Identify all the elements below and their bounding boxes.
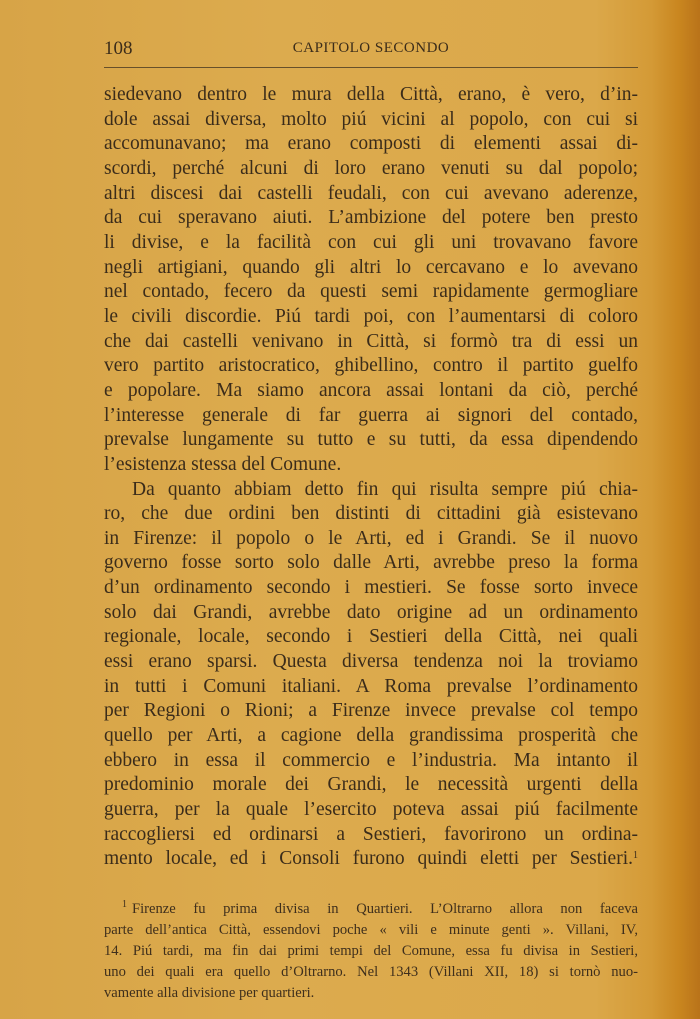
- body-line: [104, 551, 638, 576]
- body-line: [104, 305, 638, 330]
- body-line-text: d’un ordinamento secondo i mestieri. Se fosse sorto invece: [104, 577, 638, 599]
- footnote-text: 14. Piú tardi, ma fin dai primi tempi del Comune, essa fu divisa in Sestieri,: [104, 943, 638, 959]
- body-line-text: l’interesse generale di far guerra ai signori del contado,: [104, 404, 638, 426]
- body-line: [104, 280, 638, 305]
- body-line: [104, 182, 638, 207]
- body-line: [104, 749, 638, 774]
- body-line: [104, 823, 638, 848]
- body-line-text: li divise, e la facilità con cui gli uni trovavano favore: [104, 231, 638, 253]
- body-line-text: prevalse lungamente su tutto e su tutti, da essa dipendendo: [104, 429, 638, 451]
- body-line-text: l’esistenza stessa del Comune.: [104, 453, 342, 475]
- body-line: [104, 453, 638, 478]
- body-line-text: regionale, locale, secondo i Sestieri della Città, nei quali: [104, 626, 638, 648]
- body-line-text: e popolare. Ma siamo ancora assai lontani da ciò, perché: [104, 379, 638, 401]
- footnote-line: [104, 941, 638, 962]
- body-line-text: dole assai diversa, molto piú vicini al popolo, con cui si: [104, 108, 638, 130]
- body-line-text: in tutti i Comuni italiani. A Roma prevalse l’ordinamento: [104, 675, 638, 697]
- body-line-text: le civili discordie. Piú tardi poi, con l’aumentarsi di coloro: [104, 305, 638, 327]
- body-line: [104, 379, 638, 404]
- footnotes: [104, 899, 638, 1004]
- footnote-line: [104, 983, 638, 1004]
- body-line: [104, 256, 638, 281]
- body-line-text: scordi, perché alcuni di loro erano venuti su dal popolo;: [104, 157, 638, 179]
- body-line-text: guerra, per la quale l’esercito poteva assai piú facilmente: [104, 799, 638, 821]
- body-line-text: governo fosse sorto solo dalle Arti, avrebbe preso la forma: [104, 552, 638, 574]
- body-line-text: vero partito aristocratico, ghibellino, contro il partito guelfo: [104, 355, 638, 377]
- body-line-text: altri discesi dai castelli feudali, con cui avevano aderenze,: [104, 182, 638, 204]
- body-line: [104, 231, 638, 256]
- body-line-text: Da quanto abbiam detto fin qui risulta sempre piú chia-: [132, 478, 638, 500]
- footnote-line: [104, 899, 638, 920]
- body-line: [104, 576, 638, 601]
- body-text: [104, 83, 638, 872]
- body-line-text: ro, che due ordini ben distinti di cittadini già esistevano: [104, 503, 638, 525]
- body-line: [104, 132, 638, 157]
- body-line-text: che dai castelli venivano in Città, si formò tra di essi un: [104, 330, 638, 352]
- body-line: [104, 330, 638, 355]
- header-rule: [104, 67, 638, 68]
- body-line: [104, 83, 638, 108]
- footnote-text: Firenze fu prima divisa in Quartieri. L’Oltrarno allora non faceva: [132, 901, 638, 917]
- body-line-text: solo dai Grandi, avrebbe dato origine ad un ordinamento: [104, 601, 638, 623]
- body-line-text: negli artigiani, quando gli altri lo cercavano e lo avevano: [104, 256, 638, 278]
- body-line-text: raccogliersi ed ordinarsi a Sestieri, favorirono un ordina-: [104, 823, 638, 845]
- page-header: [104, 38, 638, 62]
- footnote-reference: 1: [633, 850, 638, 862]
- body-line-text: essi erano sparsi. Questa diversa tendenza noi la troviamo: [104, 651, 638, 673]
- body-line-text: da cui speravano aiuti. L’ambizione del potere ben presto: [104, 207, 638, 229]
- body-line: [104, 724, 638, 749]
- body-line: [104, 502, 638, 527]
- body-line-text: nel contado, fecero da questi semi rapidamente germogliare: [104, 281, 638, 303]
- body-line-text: accomunavano; ma erano composti di elementi assai di-: [104, 133, 638, 155]
- footnote-line: [104, 920, 638, 941]
- body-line: [104, 847, 638, 872]
- body-line: [104, 675, 638, 700]
- body-line: [104, 354, 638, 379]
- body-line: [104, 798, 638, 823]
- body-line: [104, 478, 638, 503]
- body-line-text: per Regioni o Rioni; a Firenze invece prevalse col tempo: [104, 700, 638, 722]
- body-line: [104, 527, 638, 552]
- body-line: [104, 108, 638, 133]
- page-number: 108: [104, 38, 133, 59]
- body-line-text: ebbero in essa il commercio e l’industria. Ma intanto il: [104, 749, 638, 771]
- body-line-text: quello per Arti, a cagione della grandissima prosperità che: [104, 725, 638, 747]
- body-line: [104, 699, 638, 724]
- body-line-text: siedevano dentro le mura della Città, erano, è vero, d’in-: [104, 84, 638, 105]
- footnote-marker: 1: [122, 899, 127, 910]
- body-line: [104, 601, 638, 626]
- body-line: [104, 157, 638, 182]
- footnote-text: vamente alla divisione per quartieri.: [104, 985, 315, 1001]
- body-line-text: mento locale, ed i Consoli furono quindi eletti per Sestieri.: [104, 848, 633, 870]
- body-line: [104, 650, 638, 675]
- footnote-line: [104, 962, 638, 983]
- body-line-text: predominio morale dei Grandi, le necessità urgenti della: [104, 774, 638, 796]
- body-line: [104, 404, 638, 429]
- body-line-text: in Firenze: il popolo o le Arti, ed i Grandi. Se il nuovo: [104, 527, 638, 549]
- footnote-text: parte dell’antica Città, essendovi poche « vili e minute genti ». Villani, IV,: [104, 922, 638, 938]
- running-title: CAPITOLO SECONDO: [292, 40, 450, 56]
- body-line: [104, 428, 638, 453]
- body-line: [104, 773, 638, 798]
- footnote-text: uno dei quali era quello d’Oltrarno. Nel 1343 (Villani XII, 18) si tornò nuo-: [104, 964, 638, 980]
- body-line: [104, 206, 638, 231]
- body-line: [104, 625, 638, 650]
